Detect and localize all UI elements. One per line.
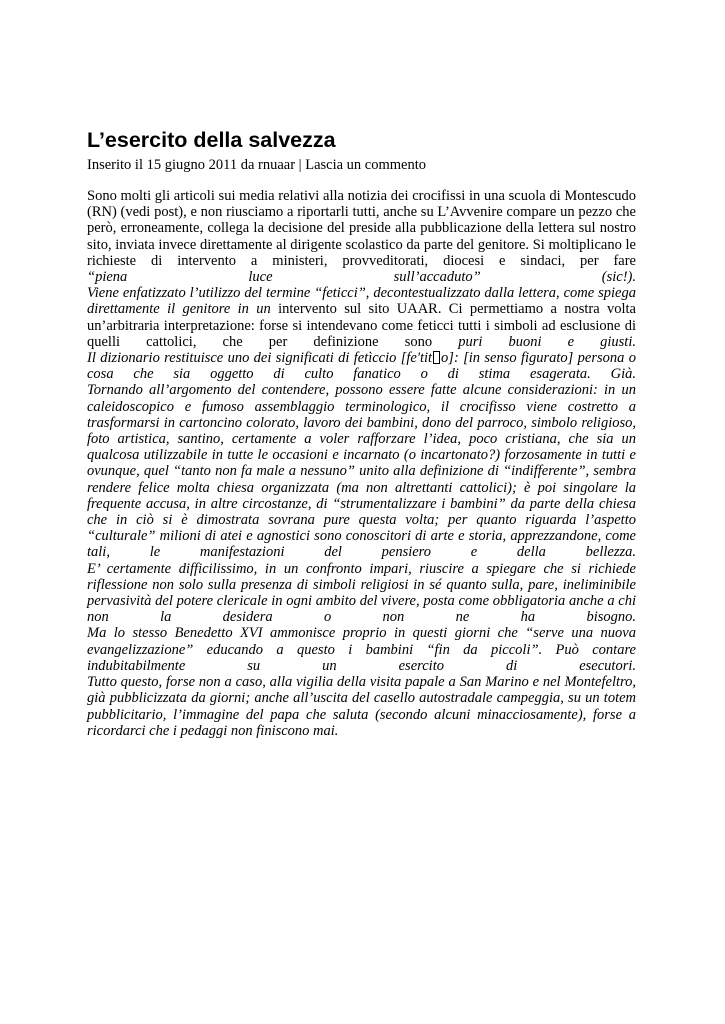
article-meta: Inserito il 15 giugno 2011 da rnuaar | Lascia un commento [87,157,427,173]
paragraph-2-normal: intervento sul sito UAAR. Ci permettiamo a nostra volta un’arbitraria interpretazione: forse si intendevano come feticci tutti i simboli ad esclusione di quelli cattolici, che per definizione sono [87,301,636,350]
paragraph-1 [87,188,636,269]
paragraph-2-end: puri buoni e giusti. [432,333,636,350]
article-body [87,188,636,739]
article [87,126,636,739]
paragraph-2 [87,285,636,350]
missing-glyph-icon [433,351,440,364]
paragraph-3-start: Il dizionario restituisce uno dei significati di fetìccio [fe'tit [87,350,433,367]
paragraph-3 [87,350,636,382]
paragraph-3-end: o]: [in senso figurato] persona o cosa che sia oggetto di culto fanatico o di stima esagerata. Già. [87,350,636,383]
paragraph-7: Tutto questo, forse non a caso, alla vigilia della visita papale a San Marino e nel Montefeltro, già pubblicizzata da giorni; anche all’uscita del casello autostradale campeggia, su un totem pubblicitario, l’immagine del papa che saluta (secondo alcuni minacciosamente), forse a ricordarci che i pedaggi non finiscono mai. [87,674,636,739]
article-title: L’esercito della salvezza [87,128,336,152]
paragraph-4: Tornando all’argomento del contendere, possono essere fatte alcune considerazioni: in un caleidoscopico e fumoso assemblaggio terminologico, il crocifisso viene costretto a trasformarsi in cartoncino colorato, lavoro dei bambini, dono del parroco, simbolo religioso, foto artistica, santino, certamente a voler rafforzare l’idea, poco cristiana, che sia un qualcosa utilizzabile in tutte le occasioni e incarnato (o incartonato?) forzosamente in tutti e ovunque, quel “tanto non fa male a nessuno” unito alla definizione di “indifferente”, sembra rendere felice molta chiesa organizzata (ma non altrettanti cattolici); è poi singolare la frequente accusa, in altre circostanze, di “strumentalizzare i bambini” da parte della chiesa che in ciò si è dimostrata sovrana pure questa volta; per quanto riguarda l’aspetto “culturale” milioni di atei e agnostici sono conoscitori di arte e storia, apprezzandone, come tali, le manifestazioni del pensiero e della bellezza. [87,382,636,561]
paragraph-1-quote: “piena luce sull’accaduto” (sic!). [87,269,636,286]
paragraph-2-italic: Viene enfatizzato l’utilizzo del termine “feticci”, decontestualizzato dalla lettera, come spiega direttamente il genitore in un [87,285,636,318]
paragraph-1-text: Sono molti gli articoli sui media relativi alla notizia dei crocifissi in una scuola di Montescudo (RN) (vedi post), e non riusciamo a riportarli tutti, anche su L’Avvenire compare un pezzo che però, erroneamente, collega la decisione del preside alla pubblicazione della lettera sul nostro sito, inviata invece direttamente al dirigente scolastico da parte del genitore. Si moltiplicano le richieste di intervento a ministeri, provveditorati, diocesi e sindaci, per fare [87,188,636,269]
paragraph-6: Ma lo stesso Benedetto XVI ammonisce proprio in questi giorni che “serve una nuova evangelizzazione” educando a questo i bambini “fin da piccoli”. Può contare indubitabilmente su un esercito di esecutori. [87,625,636,674]
paragraph-5: E’ certamente difficilissimo, in un confronto impari, riuscire a spiegare che si richiede riflessione non solo sulla presenza di simboli religiosi in sé quanto sulla, pare, ineliminibile pervasività del potere clericale in ogni ambito del vivere, posta come obbligatoria anche a chi non la desidera o non ne ha bisogno. [87,560,636,626]
